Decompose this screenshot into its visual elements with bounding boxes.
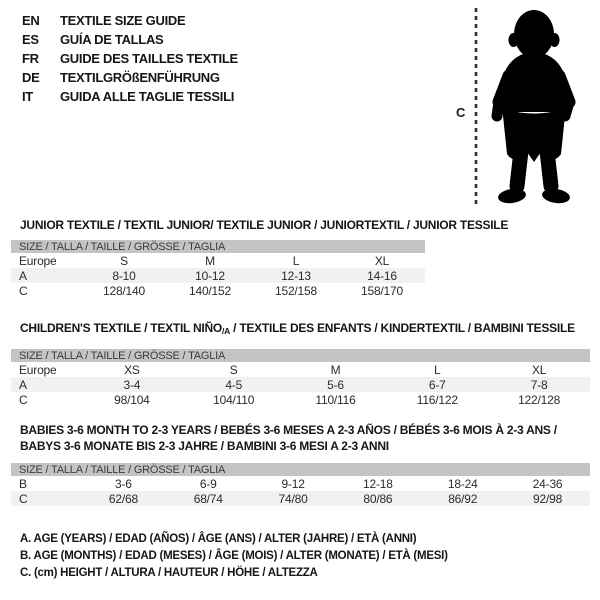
table-cell: 98/104 xyxy=(114,392,150,407)
children-title-post: / TEXTILE DES ENFANTS / KINDERTEXTIL / BAMBINI TESSILE xyxy=(230,321,575,335)
table-cell: 6-7 xyxy=(428,377,446,392)
table-cell: 86/92 xyxy=(448,491,478,506)
language-label: GUÍA DE TALLAS xyxy=(60,32,164,47)
row-label: A xyxy=(19,268,27,283)
table-cell: 74/80 xyxy=(278,491,308,506)
junior-size-table xyxy=(11,240,425,298)
table-cell: 128/140 xyxy=(103,283,145,298)
table-cell: 4-5 xyxy=(225,377,243,392)
language-code: DE xyxy=(22,70,40,85)
table-row xyxy=(11,362,590,377)
table-cell: 8-10 xyxy=(112,268,136,283)
table-cell: 12-18 xyxy=(363,476,393,491)
table-cell: S xyxy=(229,362,238,377)
language-label: GUIDA ALLE TAGLIE TESSILI xyxy=(60,89,235,104)
language-code: FR xyxy=(22,51,39,66)
table-cell: 68/74 xyxy=(193,491,223,506)
babies-title-line2: BABYS 3-6 MONATE BIS 2-3 JAHRE / BAMBINI 3-6 MESI A 2-3 ANNI xyxy=(20,439,389,453)
table-row xyxy=(11,392,590,407)
table-cell: XL xyxy=(531,362,547,377)
table-cell: 140/152 xyxy=(189,283,231,298)
table-cell: XL xyxy=(374,253,390,268)
table-cell: S xyxy=(120,253,128,268)
babies-title-line1: BABIES 3-6 MONTH TO 2-3 YEARS / BEBÉS 3-6 MESES A 2-3 AÑOS / BÉBÉS 3-6 MOIS À 2-3 ANS / xyxy=(20,423,557,437)
language-row-es xyxy=(22,30,238,49)
table-cell: 6-9 xyxy=(199,476,217,491)
language-list xyxy=(22,11,238,106)
row-label: B xyxy=(19,476,27,491)
table-cell: 14-16 xyxy=(367,268,397,283)
table-cell: 158/170 xyxy=(361,283,403,298)
language-row-fr xyxy=(22,49,238,68)
table-cell: 104/110 xyxy=(213,392,255,407)
table-cell: 116/122 xyxy=(416,392,458,407)
table-cell: 152/158 xyxy=(275,283,317,298)
row-label: C xyxy=(19,392,28,407)
footnote-b: B. AGE (MONTHS) / EDAD (MESES) / ÂGE (MOIS) / ALTER (MONATE) / ETÀ (MESI) xyxy=(20,550,448,562)
table-cell: 92/98 xyxy=(533,491,563,506)
table-cell: M xyxy=(330,362,341,377)
height-measure-label: C xyxy=(456,105,466,120)
language-label: TEXTILE SIZE GUIDE xyxy=(60,13,186,28)
table-row xyxy=(11,476,590,491)
children-section-title xyxy=(20,320,575,339)
table-cell: 122/128 xyxy=(518,392,561,407)
table-row xyxy=(11,253,425,268)
size-header-bar: SIZE / TALLA / TAILLE / GRÖSSE / TAGLIA xyxy=(11,240,425,253)
table-cell: 10-12 xyxy=(195,268,225,283)
table-cell: L xyxy=(434,362,441,377)
table-row xyxy=(11,268,425,283)
footnotes xyxy=(20,533,448,584)
table-cell: M xyxy=(205,253,215,268)
table-cell: 18-24 xyxy=(447,476,478,491)
language-label: TEXTILGRÖßENFÜHRUNG xyxy=(60,70,220,85)
table-cell: L xyxy=(292,253,300,268)
row-label: Europe xyxy=(19,362,57,377)
row-label: Europe xyxy=(19,253,57,268)
table-cell: 80/86 xyxy=(363,491,393,506)
table-cell: 110/116 xyxy=(315,392,356,407)
size-header-bar: SIZE / TALLA / TAILLE / GRÖSSE / TAGLIA xyxy=(11,463,590,476)
height-measure-figure xyxy=(450,4,590,212)
table-cell: 24-36 xyxy=(532,476,563,491)
children-title-sub: /A xyxy=(221,326,231,336)
babies-section-title xyxy=(20,422,557,454)
language-row-it xyxy=(22,87,238,106)
size-header-bar: SIZE / TALLA / TAILLE / GRÖSSE / TAGLIA xyxy=(11,349,590,362)
language-row-en xyxy=(22,11,238,30)
table-cell: 5-6 xyxy=(327,377,344,392)
table-row xyxy=(11,377,590,392)
language-code: IT xyxy=(22,89,33,104)
row-label: A xyxy=(19,377,27,392)
language-row-de xyxy=(22,68,238,87)
footnote-c: C. (cm) HEIGHT / ALTURA / HAUTEUR / HÖHE / ALTEZZA xyxy=(20,567,318,579)
footnote-a: A. AGE (YEARS) / EDAD (AÑOS) / ÂGE (ANS) / ALTER (JAHRE) / ETÀ (ANNI) xyxy=(20,533,417,545)
table-row xyxy=(11,283,425,298)
baby-silhouette xyxy=(450,4,590,212)
language-code: ES xyxy=(22,32,39,47)
table-cell: 7-8 xyxy=(530,377,548,392)
table-cell: 3-4 xyxy=(123,377,141,392)
table-cell: 3-6 xyxy=(115,476,132,491)
babies-size-table xyxy=(11,463,590,506)
children-size-table xyxy=(11,349,590,407)
table-cell: 12-13 xyxy=(281,268,311,283)
table-cell: 9-12 xyxy=(281,476,305,491)
table-cell: XS xyxy=(124,362,140,377)
row-label: C xyxy=(19,283,28,298)
language-label: GUIDE DES TAILLES TEXTILE xyxy=(60,51,238,66)
row-label: C xyxy=(19,491,28,506)
table-cell: 62/68 xyxy=(108,491,138,506)
table-row xyxy=(11,491,590,506)
children-title-pre: CHILDREN'S TEXTILE / TEXTIL NIÑO xyxy=(20,321,222,335)
junior-section-title: JUNIOR TEXTILE / TEXTIL JUNIOR/ TEXTILE JUNIOR / JUNIORTEXTIL / JUNIOR TESSILE xyxy=(20,218,509,232)
language-code: EN xyxy=(22,13,40,28)
